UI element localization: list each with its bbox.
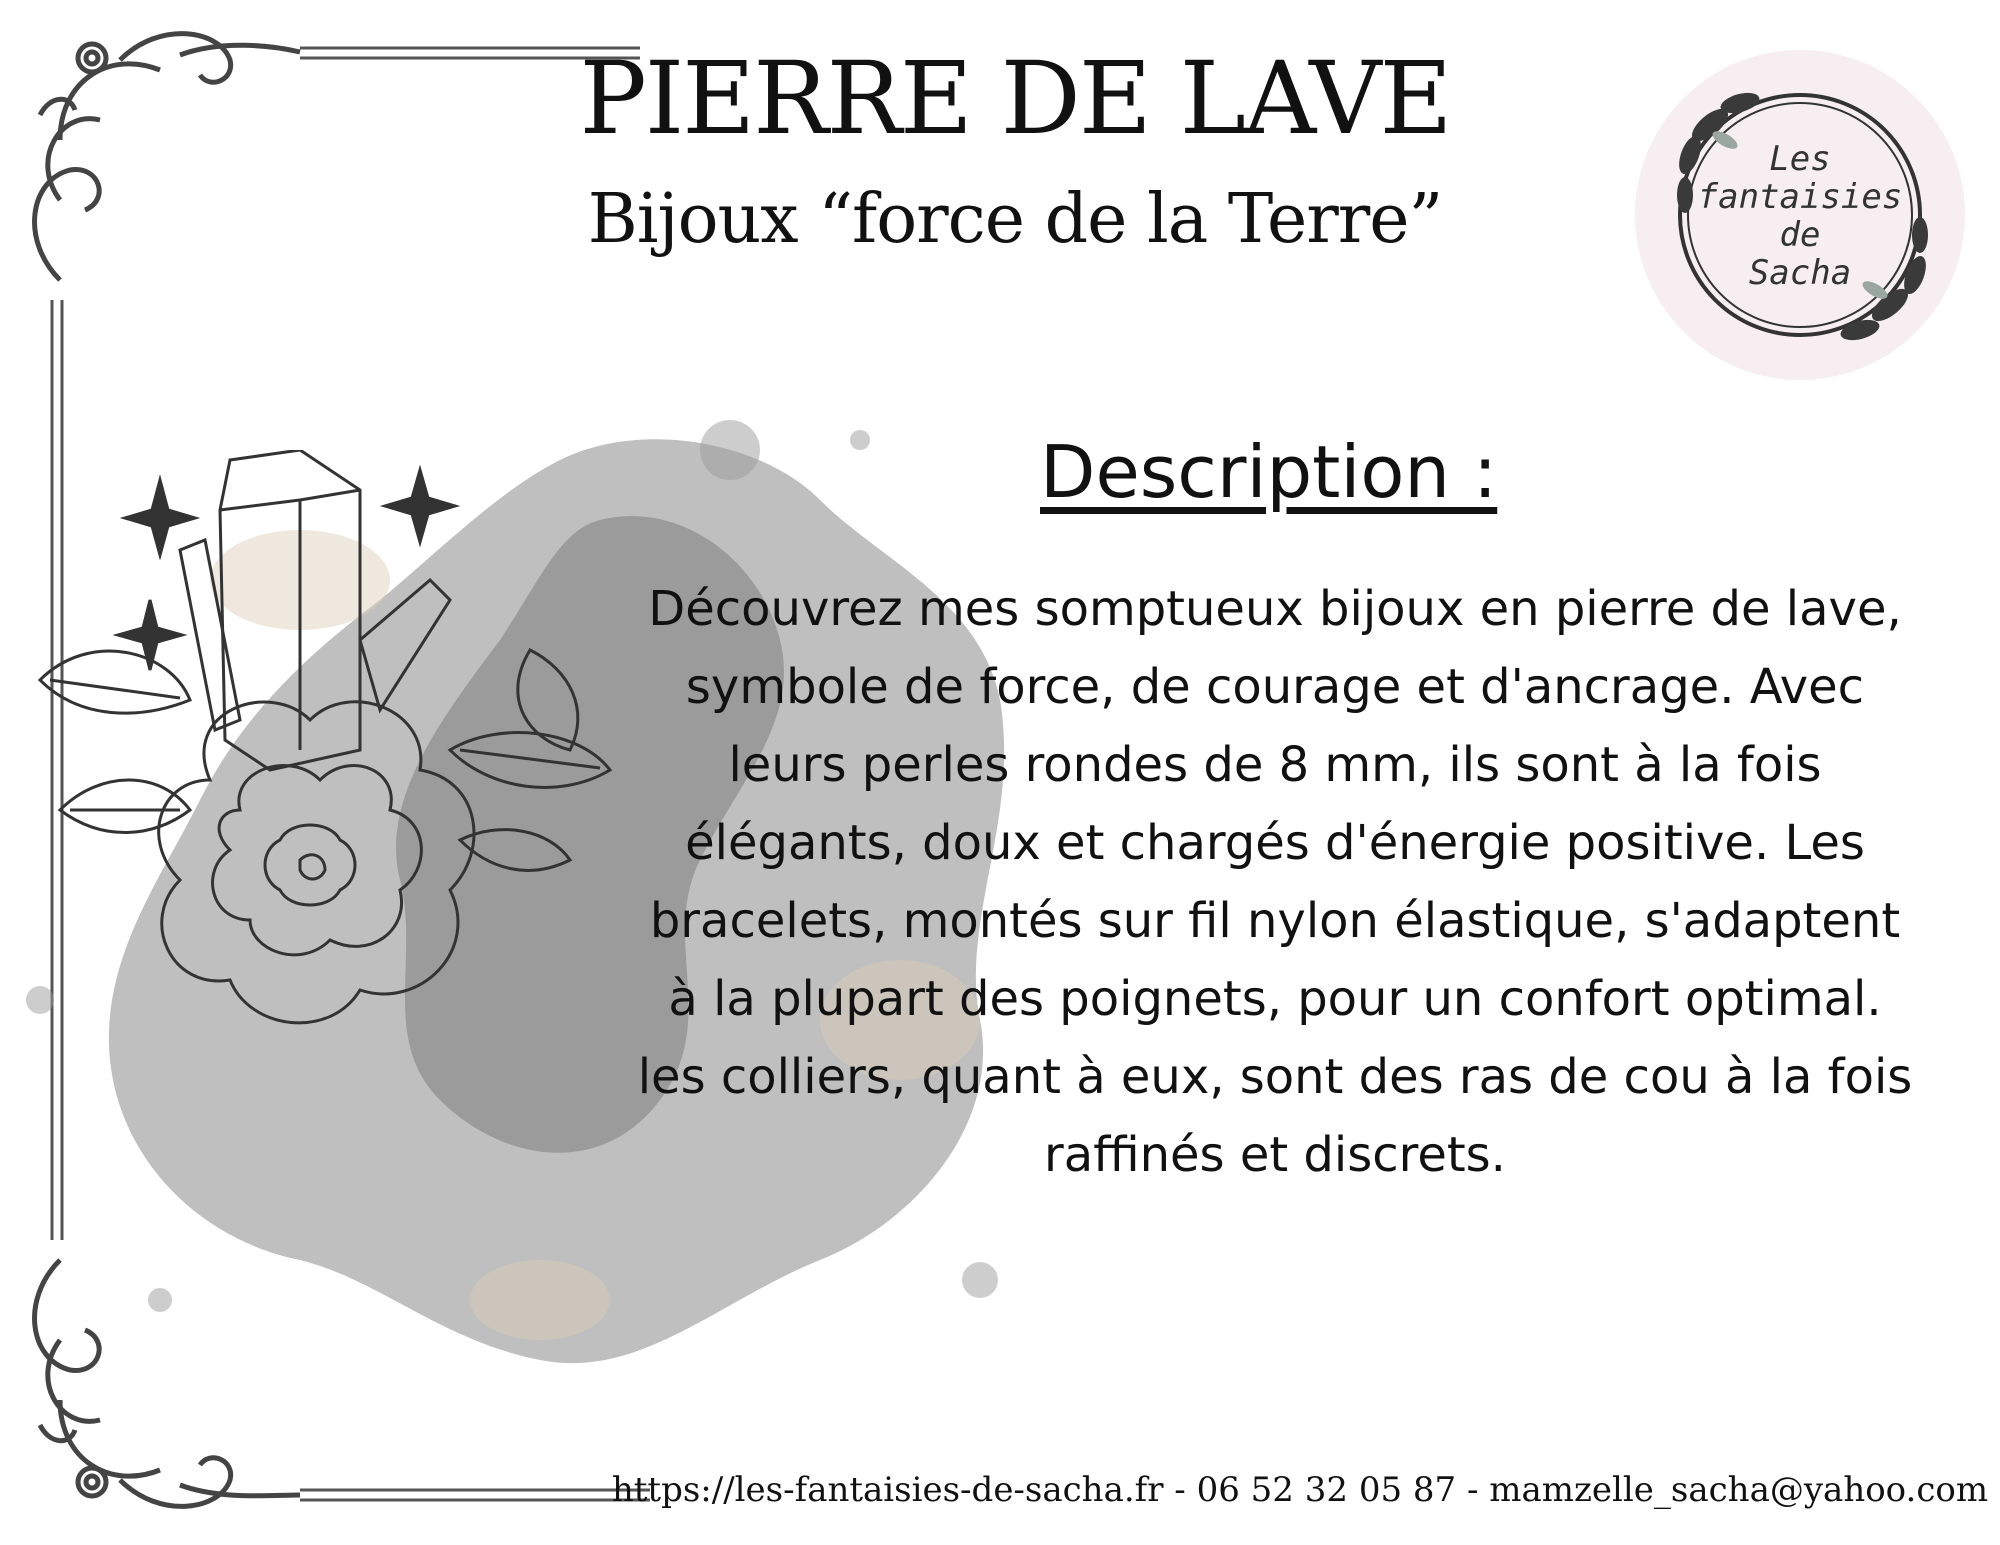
brand-logo [1630, 45, 1970, 385]
sparkle-icon [385, 470, 455, 542]
crystal-flower-illustration [30, 450, 630, 1050]
contact-footer: https://les-fantaisies-de-sacha.fr - 06 52 32 05 87 - mamzelle_sacha@yahoo.com [611, 1470, 1989, 1510]
logo-line: Sacha [1748, 253, 1852, 293]
description-body: Découvrez mes somptueux bijoux en pierre de lave, symbole de force, de courage et d'ancrage. Avec leurs perles rondes de 8 mm, ils sont à la fois élégants, doux et chargés d'énergie positive. Les bracelets, montés sur fil nylon élastique, s'adaptent à la plupart des poignets, pour un confort optimal. les colliers, quant à eux, sont des ras de cou à la fois raffinés et discrets. [637, 581, 1913, 1183]
logo-line: fantaisies [1697, 177, 1903, 217]
logo-line: Les [1769, 139, 1831, 179]
logo-line: de [1779, 215, 1821, 255]
sparkle-icon [125, 480, 195, 555]
description-heading: Description : [1040, 430, 1498, 514]
page-subtitle: Bijoux “force de la Terre” [587, 180, 1443, 259]
logo-text [1630, 140, 1970, 292]
leaf-icon [40, 650, 610, 870]
flower-icon [159, 702, 474, 1023]
ornament-corner-icon [35, 34, 300, 280]
page-title: PIERRE DE LAVE [579, 40, 1451, 157]
